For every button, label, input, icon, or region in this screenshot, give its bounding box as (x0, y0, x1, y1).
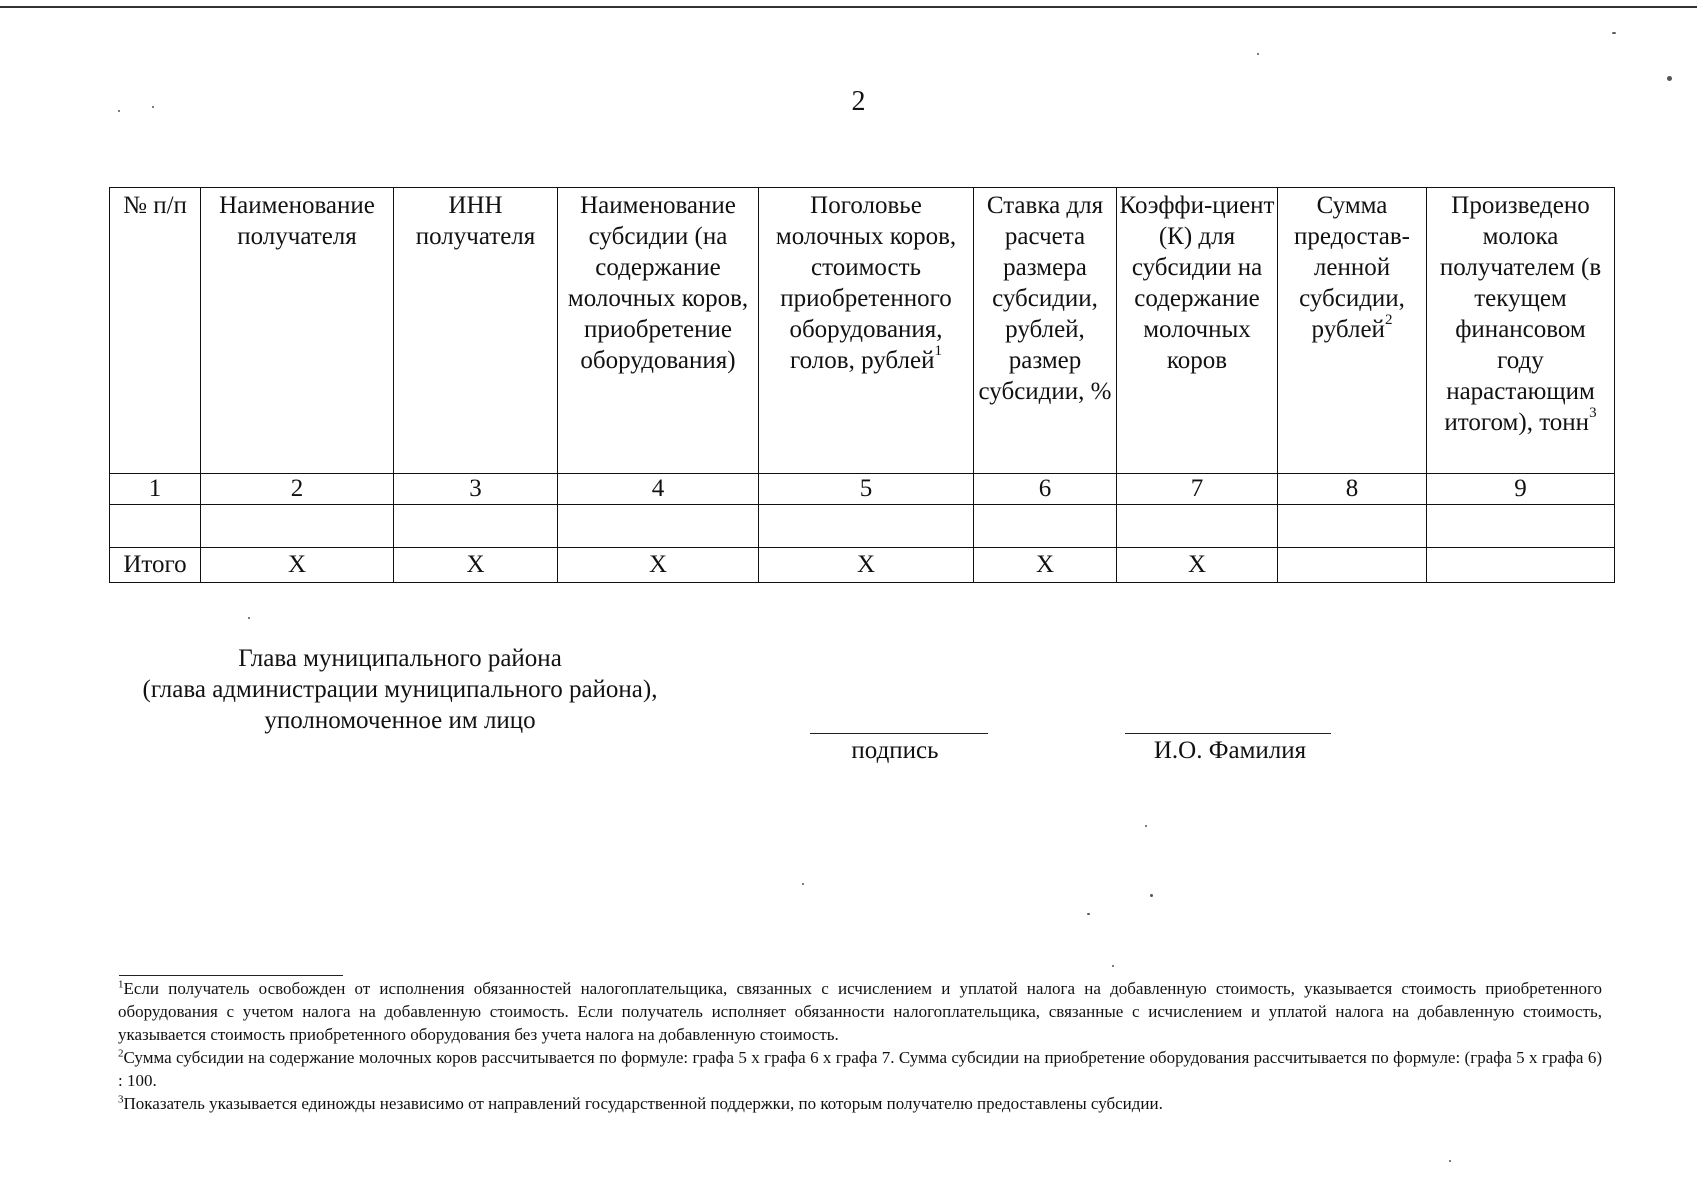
data-cell[interactable] (394, 505, 558, 548)
footnote-mark: 3 (118, 1093, 124, 1106)
scan-speck (1257, 53, 1259, 55)
footnote-ref: 2 (1384, 311, 1393, 328)
total-cell: X (1117, 548, 1278, 583)
column-number-cell: 6 (974, 474, 1117, 505)
data-cell[interactable] (1278, 505, 1427, 548)
signature-caption: подпись (851, 737, 939, 764)
scan-speck (1087, 913, 1090, 915)
footnote: $^1$Если получатель освобожден от исполнения обязанностей налогоплательщика, связанных с исчислением и уплатой налога на добавленную стоимость, указывается стоимость приобретенного оборудования с учетом налога на добавленную стоимость. Если получатель исполняет обязанности налогоплательщика, связанные с исчислением и уплатой налога на добавленную стоимость, указывается стоимость приобретенного оборудования без учета налога на добавленную стоимость. (118, 978, 1602, 1044)
scan-speck (1612, 32, 1616, 34)
column-number-cell: 9 (1427, 474, 1615, 505)
footnote: $^3$Показатель указывается единожды независимо от направлений государственной поддержки, по которым получателю предоставлены субсидии. (118, 1093, 1163, 1113)
column-number-cell: 1 (110, 474, 201, 505)
scan-speck (1449, 1160, 1451, 1162)
header-cell-livestock-cost: Поголовье молочных коров, стоимость приобретенного оборудования, голов, рублей$^1$ (759, 188, 974, 474)
signatory-title (110, 643, 690, 736)
scan-speck (1145, 825, 1147, 827)
signatory-title-line: (глава администрации муниципального района), (142, 676, 658, 703)
footnote: $^2$Сумма субсидии на содержание молочных коров рассчитывается по формуле: графа 5 х графа 6 х графа 7. Сумма субсидии на приобретение оборудования рассчитывается по формуле: (графа 5 х графа 6) : 100. (118, 1047, 1602, 1090)
subsidy-table (109, 187, 1615, 583)
header-cell-milk-produced: Произведено молока получателем (в текущем финансовом году нарастающим итогом), тонн$^3$ (1427, 188, 1615, 474)
header-cell-subsidy-name: Наименование субсидии (на содержание молочных коров, приобретение оборудования) (558, 188, 759, 474)
scan-speck (248, 617, 250, 619)
scan-speck (1112, 965, 1114, 967)
signatory-title-line: Глава муниципального района (238, 645, 562, 672)
top-border-line (0, 6, 1697, 8)
header-cell-recipient-name: Наименование получателя (201, 188, 394, 474)
data-cell[interactable] (759, 505, 974, 548)
name-caption: И.О. Фамилия (1153, 737, 1307, 764)
column-number-cell: 3 (394, 474, 558, 505)
header-cell-coefficient: Коэффи-циент (К) для субсидии на содержание молочных коров (1117, 188, 1278, 474)
signature-line[interactable] (810, 733, 988, 734)
signatory-title-line: уполномоченное им лицо (264, 707, 536, 734)
total-cell: X (201, 548, 394, 583)
page-number: 2 (851, 86, 866, 117)
scan-speck (802, 883, 804, 885)
total-sum-cell[interactable] (1278, 548, 1427, 583)
total-row (110, 548, 1615, 583)
total-milk-cell[interactable] (1427, 548, 1615, 583)
column-number-cell: 4 (558, 474, 759, 505)
header-cell-inn: ИНН получателя (394, 188, 558, 474)
column-number-row (110, 474, 1615, 505)
header-cell-subsidy-amount: Сумма предостав-ленной субсидии, рублей$^2$ (1278, 188, 1427, 474)
footnote-ref: 3 (1589, 404, 1597, 421)
data-cell[interactable] (974, 505, 1117, 548)
footnote-separator (119, 975, 343, 976)
header-cell-rate: Ставка для расчета размера субсидии, рублей, размер субсидии, % (974, 188, 1117, 474)
data-cell[interactable] (201, 505, 394, 548)
data-cell[interactable] (1427, 505, 1615, 548)
data-cell[interactable] (558, 505, 759, 548)
column-number-cell: 2 (201, 474, 394, 505)
empty-data-row (110, 505, 1615, 548)
header-cell-number: № п/п (110, 188, 201, 474)
data-cell[interactable] (1117, 505, 1278, 548)
footnote-mark: 1 (118, 978, 124, 991)
column-number-cell: 8 (1278, 474, 1427, 505)
name-line[interactable] (1125, 733, 1331, 734)
table-header-row (110, 188, 1615, 474)
total-cell: X (759, 548, 974, 583)
column-number-cell: 7 (1117, 474, 1278, 505)
footnote-mark: 2 (118, 1047, 124, 1060)
total-label-cell: Итого (110, 548, 201, 583)
total-cell: X (394, 548, 558, 583)
scan-speck (1667, 76, 1672, 81)
data-cell[interactable] (110, 505, 201, 548)
total-cell: X (974, 548, 1117, 583)
footnote-ref: 1 (934, 342, 942, 359)
total-cell: X (558, 548, 759, 583)
column-number-cell: 5 (759, 474, 974, 505)
scan-speck (1150, 894, 1153, 897)
footnotes (118, 977, 1602, 1115)
